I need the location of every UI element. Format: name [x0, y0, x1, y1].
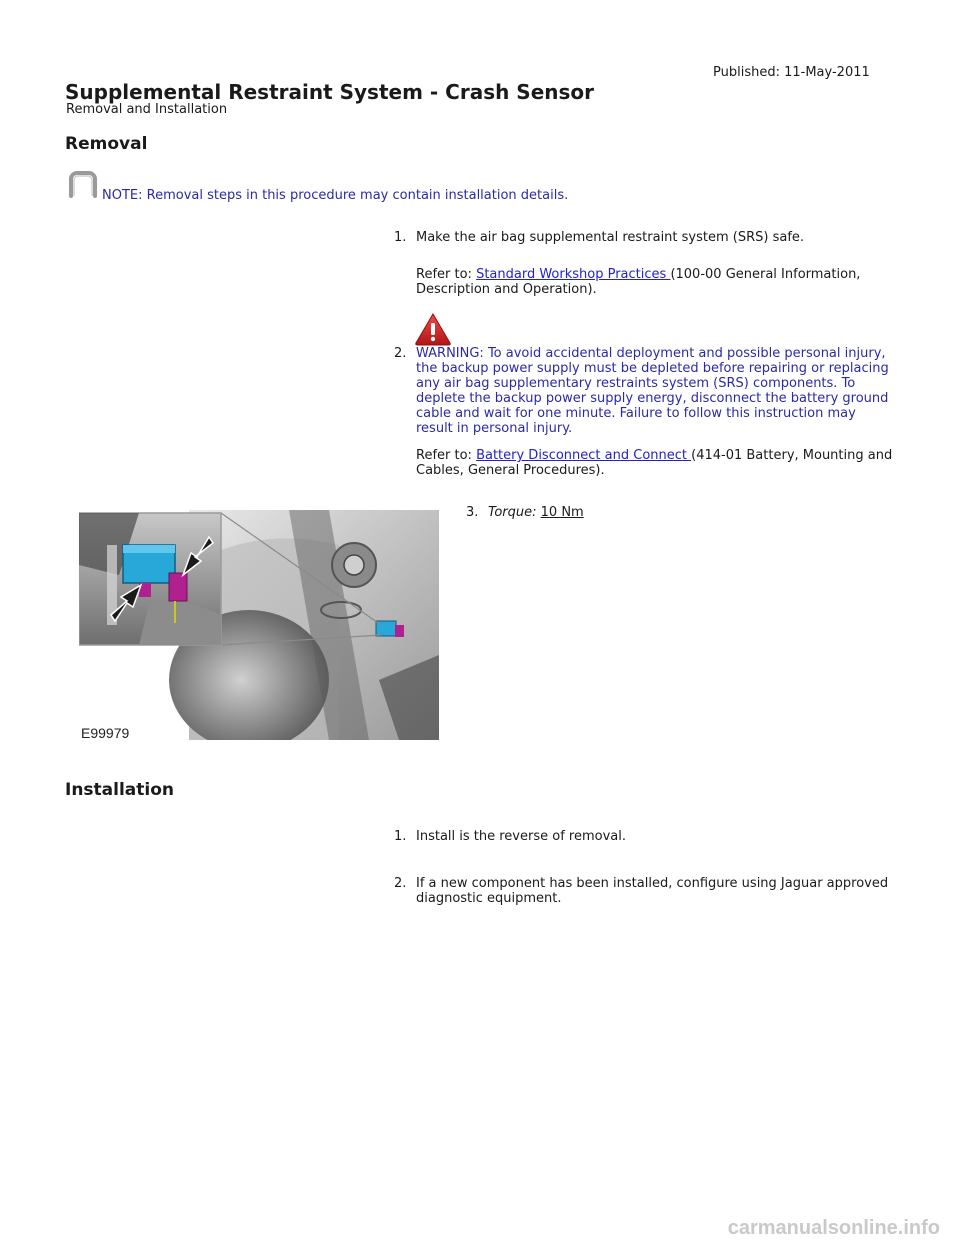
connector-small [395, 625, 404, 637]
torque-value: 10 Nm [540, 505, 584, 520]
refer-prefix: Refer to: [416, 267, 477, 282]
refer-suffix-cont: Cables, General Procedures). [416, 463, 605, 478]
warning-line: result in personal injury. [416, 421, 573, 436]
sensor-connector [169, 573, 187, 601]
warning-triangle-icon [414, 312, 452, 346]
refer-prefix: Refer to: [416, 448, 477, 463]
removal-step-2 [394, 346, 914, 476]
page-title: Supplemental Restraint System - Crash Sensor [65, 80, 595, 104]
crash-sensor-illustration [79, 505, 439, 740]
installation-step-2 [394, 876, 914, 912]
warning-line: the backup power supply must be depleted before repairing or replacing [416, 361, 889, 376]
step-number: 1. [394, 230, 407, 245]
watermark: carmanualsonline.info [727, 1217, 940, 1239]
warning-text [416, 346, 892, 436]
step-number: 2. [394, 346, 407, 361]
refer-suffix-cont: Description and Operation). [416, 282, 597, 297]
standard-workshop-practices-link[interactable]: Standard Workshop Practices [476, 267, 671, 282]
published-date: Published: 11-May-2011 [713, 65, 870, 80]
figure-label: E99979 [81, 725, 130, 741]
removal-heading: Removal [65, 134, 148, 154]
warning-line: any air bag supplementary restraints system (SRS) components. To [416, 376, 856, 391]
torque-label: Torque: [488, 505, 537, 520]
step-number: 3. [466, 505, 479, 520]
installation-heading: Installation [65, 780, 175, 800]
warning-line: deplete the backup power supply energy, disconnect the battery ground [416, 391, 889, 406]
removal-step-3 [466, 505, 766, 525]
step-number: 2. [394, 876, 407, 891]
note-icon [66, 170, 100, 200]
warning-line: WARNING: To avoid accidental deployment and possible personal injury, [416, 346, 886, 361]
step-text-cont: diagnostic equipment. [416, 891, 562, 906]
step-number: 1. [394, 829, 407, 844]
step-text: Install is the reverse of removal. [416, 829, 626, 844]
installation-step-1 [394, 829, 914, 849]
warning-line: cable and wait for one minute. Failure to follow this instruction may [416, 406, 856, 421]
removal-step-1 [394, 230, 914, 300]
page-subtitle: Removal and Installation [66, 102, 228, 117]
step-text: If a new component has been installed, configure using Jaguar approved [416, 876, 889, 891]
battery-disconnect-link[interactable]: Battery Disconnect and Connect [476, 448, 692, 463]
removal-note: NOTE: Removal steps in this procedure may contain installation details. [102, 188, 569, 203]
refer-suffix: (414-01 Battery, Mounting and [691, 448, 893, 463]
refer-suffix: (100-00 General Information, [670, 267, 861, 282]
step-text: Make the air bag supplemental restraint system (SRS) safe. [416, 230, 805, 245]
